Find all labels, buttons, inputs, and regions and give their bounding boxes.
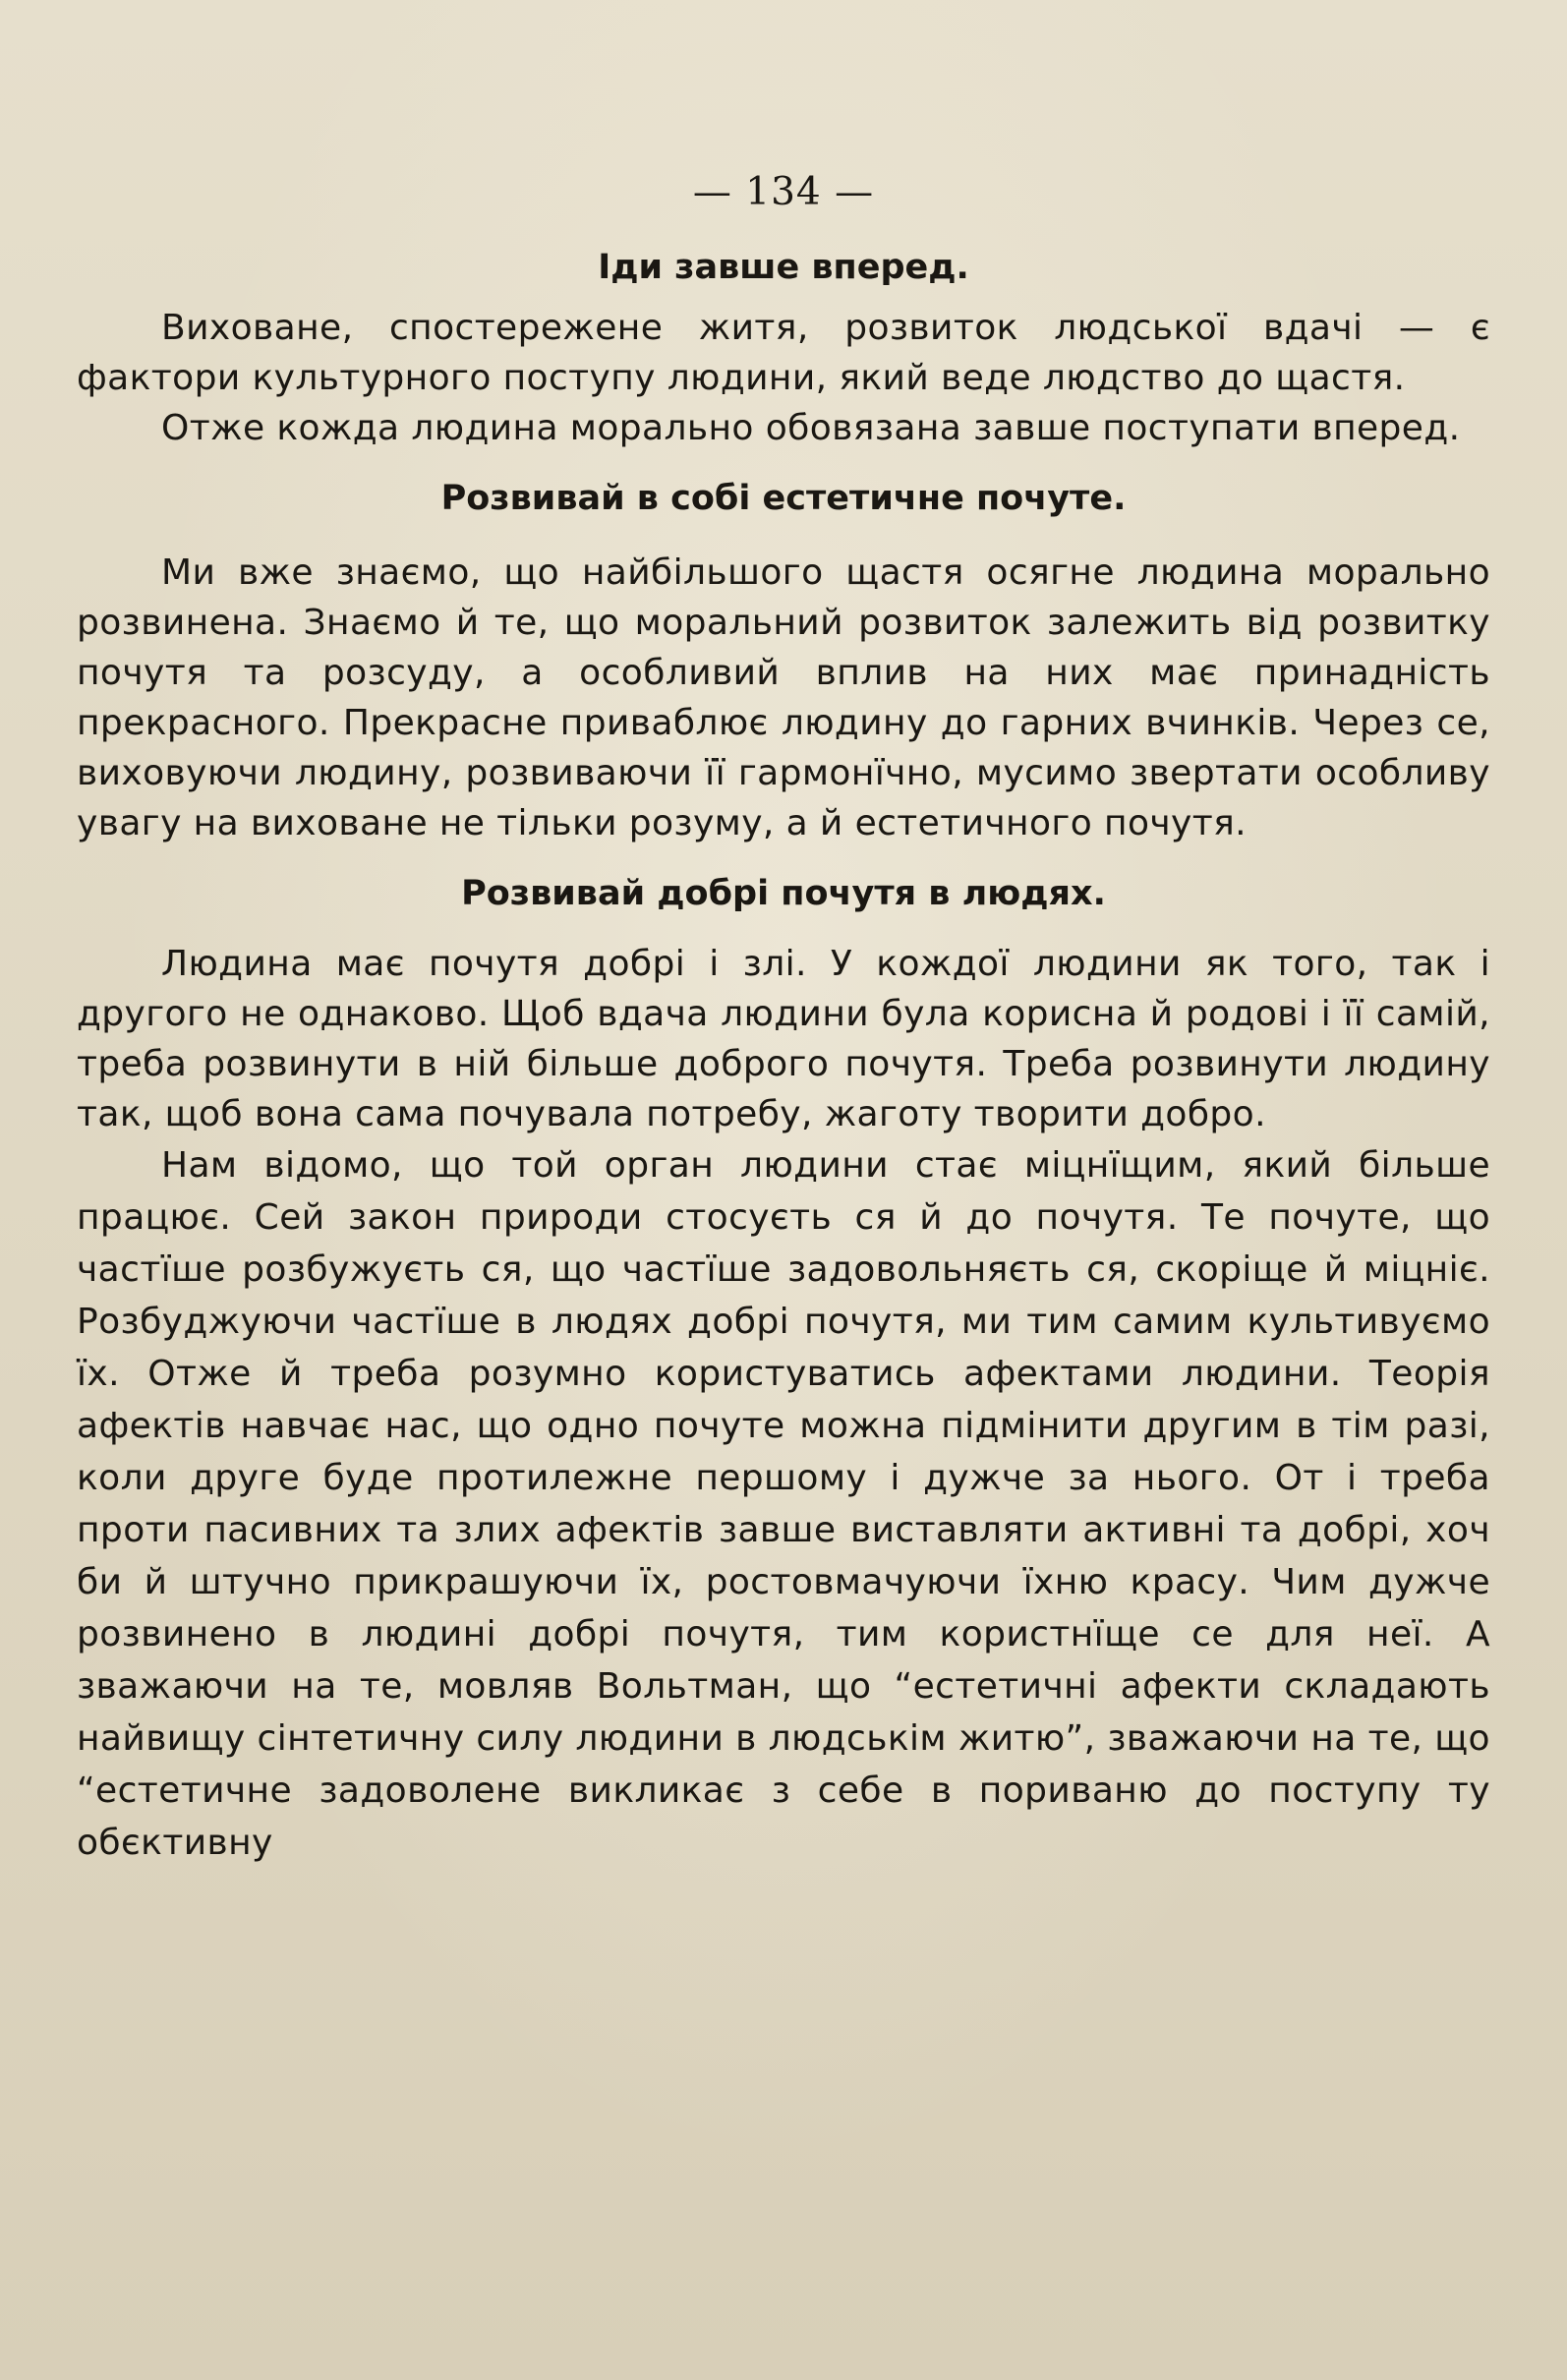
paragraph: Ми вже знаємо, що найбільшого щастя осягне людина морально розвинена. Знаємо й те, що моральний розвиток залежить від розвитку почутя та розсуду, а особливий вплив на них має принадність прекрасного. Прекрасне приваблює людину до гарних вчинків. Через се, виховуючи людину, розвиваючи її гармонїчно, мусимо звертати особливу увагу на виховане не тільки розуму, а й естетичного почутя. <box>77 552 1490 843</box>
paragraph: Нам відомо, що той орган людини стає міцнїщим, який більше працює. Сей закон природи стосуєть ся й до почутя. Те почуте, що частїше розбужуєть ся, що частїше задовольняєть ся, скоріще й міцніє. Розбуджуючи частїше в людях добрі почутя, ми тим самим культивуємо їх. Отже й треба розумно користуватись афектами людини. Теорія афектів навчає нас, що одно почуте можна підмінити другим в тім разі, коли друге буде протилежне першому і дужче за нього. От і треба проти пасивних та злих афектів завше виставляти активні та добрі, хоч би й штучно прикрашуючи їх, ростовмачуючи їхню красу. Чим дужче розвинено в людині добрі почутя, тим користнїще се для неї. А зважаючи на те, мовляв Вольтман, що “естетичні афекти складають найвищу сінтетичну силу людини в людськім житю”, зважаючи на те, що “естетичне задоволене викликає з себе в пориваню до поступу ту обєктивну <box>77 1145 1490 1863</box>
section-heading: Іди завше вперед. <box>598 248 969 287</box>
section-heading: Розвивай в собі естетичне почуте. <box>440 479 1127 518</box>
paragraph: Отже кожда людина морально обовязана завше поступати вперед. <box>161 408 1461 448</box>
paragraph: Людина має почутя добрі і злі. У кождої людини як того, так і другого не однаково. Щоб вдача людини була корисна й родові і її самій, треба розвинути в ній більше доброго почутя. Треба розвинути людину так, щоб вона сама почувала потребу, жаготу творити добро. <box>77 944 1490 1134</box>
section-good-feelings <box>77 868 1490 1869</box>
section-go-forward <box>77 242 1490 453</box>
paragraph: Виховане, спостережене житя, розвиток людської вдачі — є фактори культурного поступу людини, який веде людство до щастя. <box>77 308 1490 398</box>
section-heading: Розвивай добрі почутя в людях. <box>461 874 1106 913</box>
page-number: — 134 — <box>692 170 875 214</box>
section-aesthetic-feeling <box>77 473 1490 848</box>
